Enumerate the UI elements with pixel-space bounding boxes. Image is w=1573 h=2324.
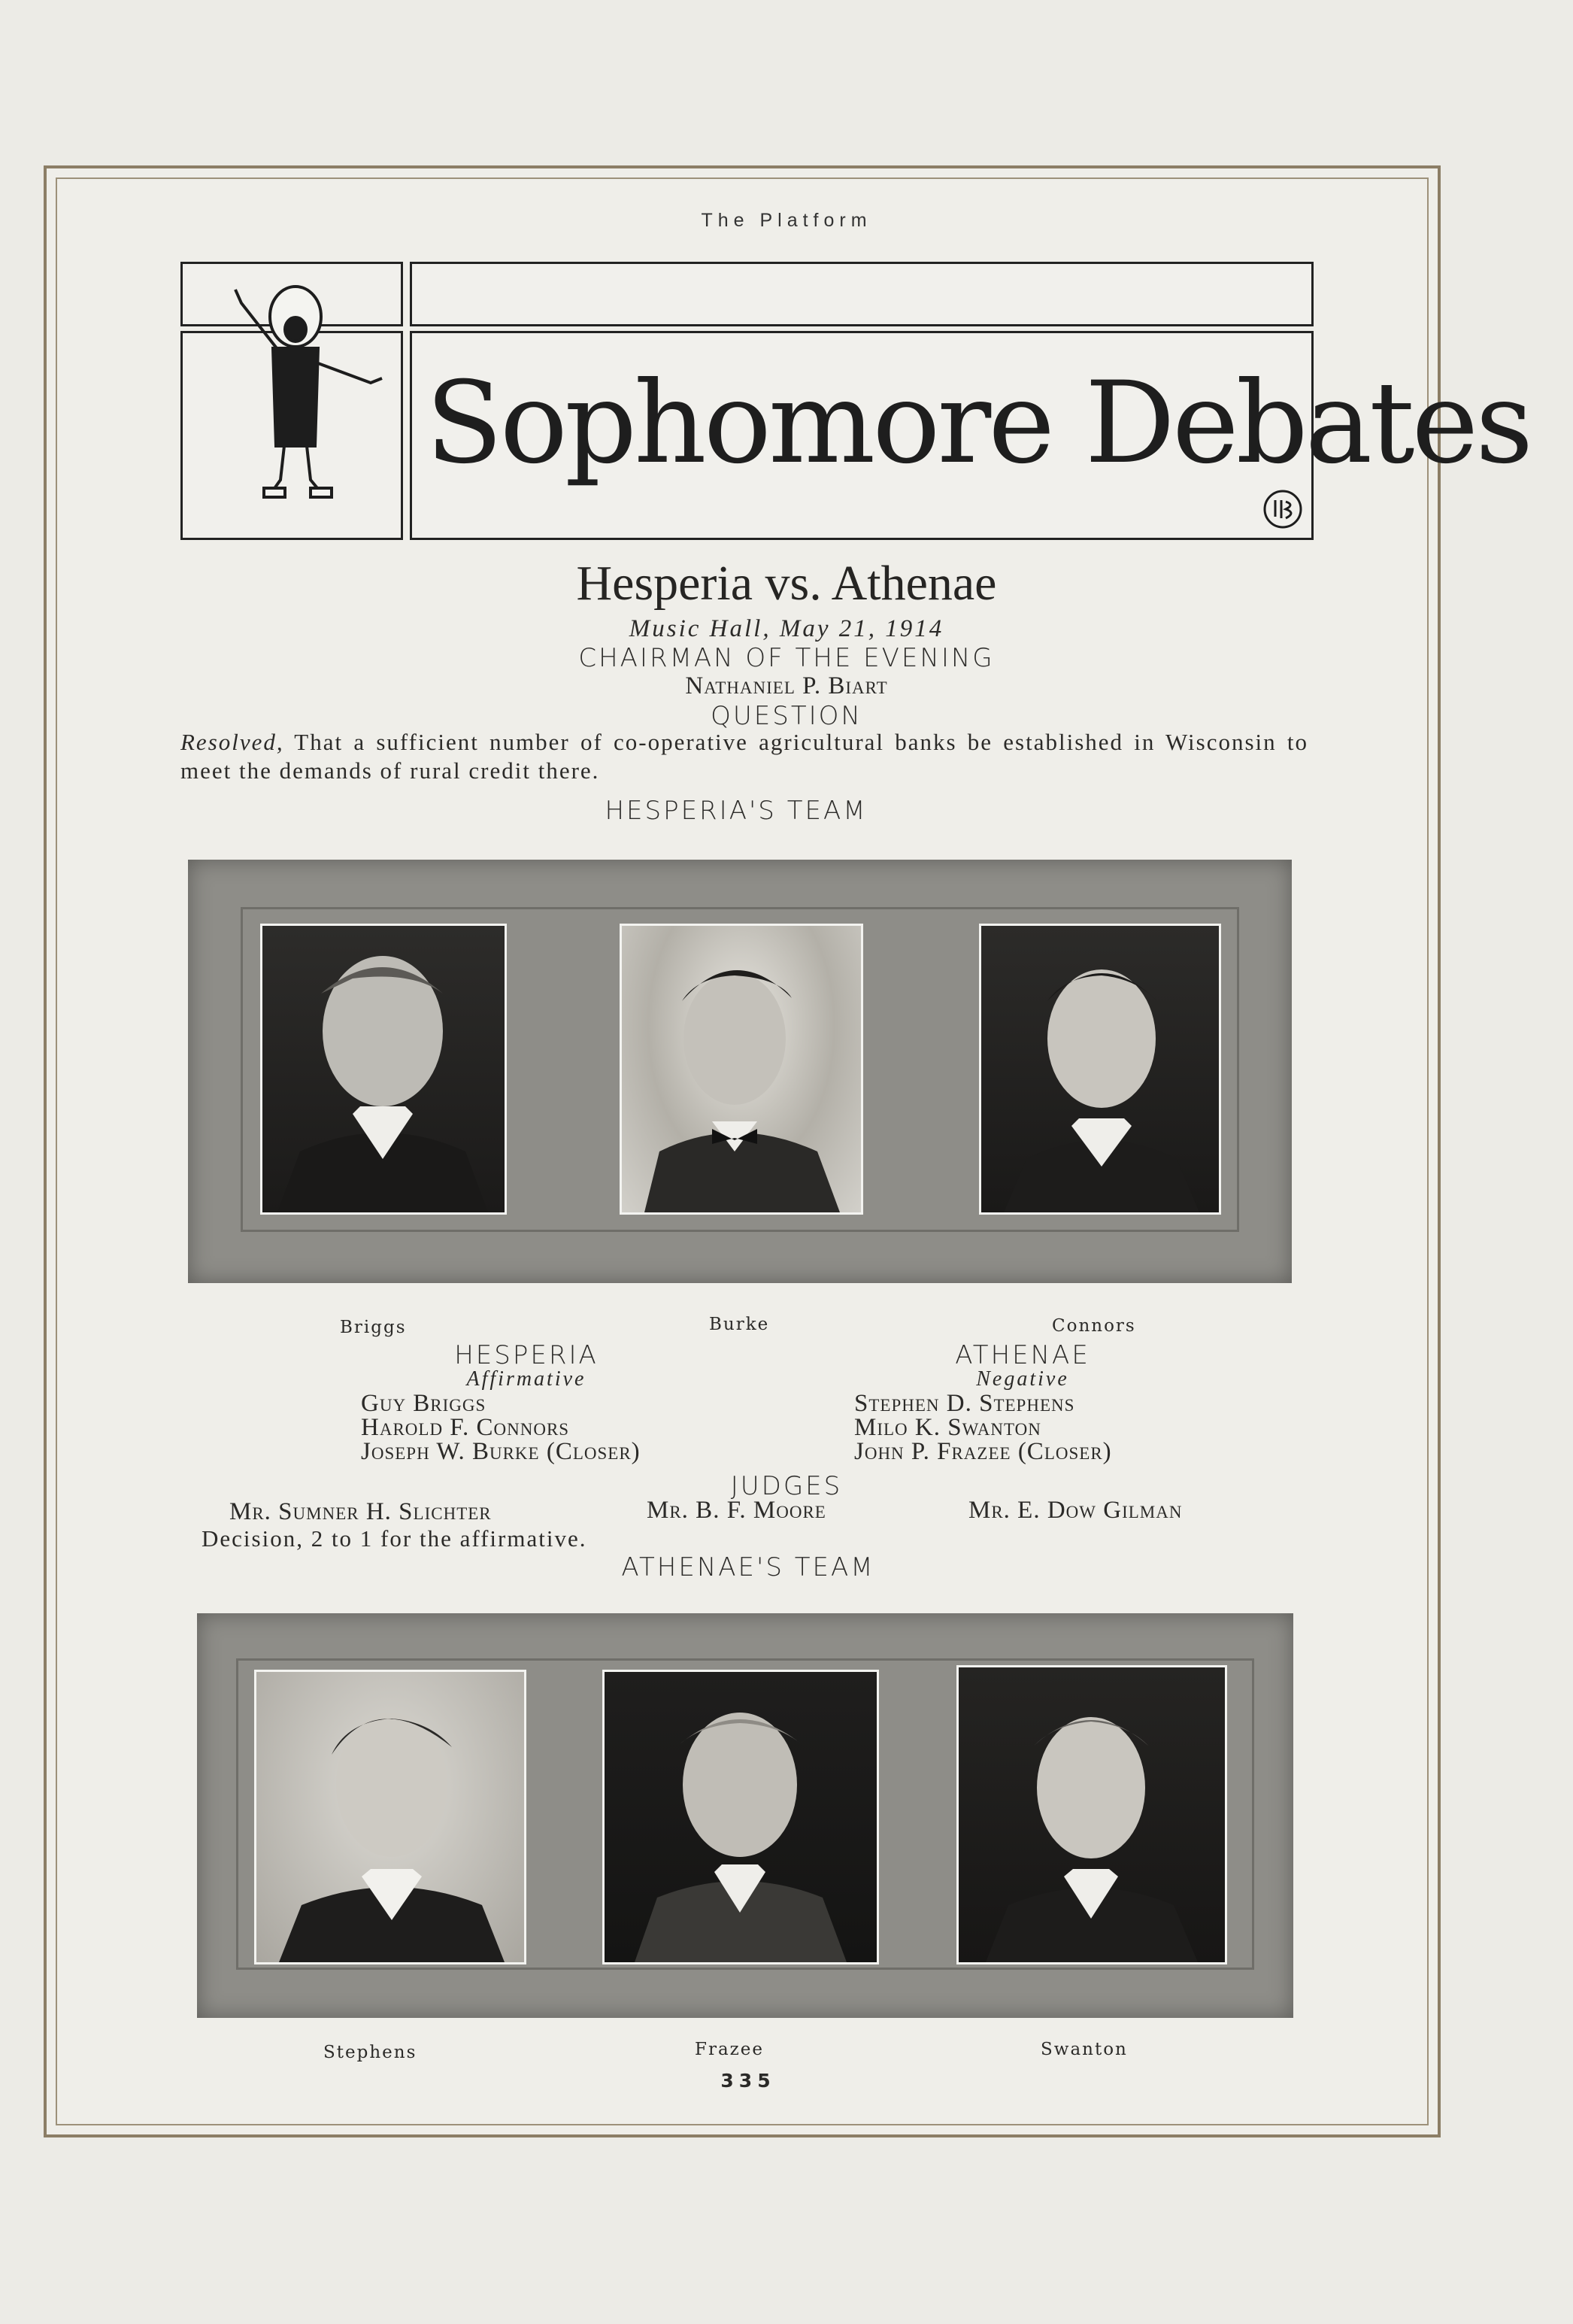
caption-briggs: Briggs bbox=[340, 1318, 407, 1337]
athenae-members bbox=[854, 1391, 1112, 1464]
question-lead: Resolved, bbox=[180, 729, 284, 755]
decision: Decision, 2 to 1 for the affirmative. bbox=[202, 1525, 587, 1552]
banner-title: Sophomore Debates bbox=[426, 358, 1531, 489]
hesperia-name: HESPERIA bbox=[454, 1340, 599, 1370]
portrait-burke bbox=[622, 926, 861, 1212]
judge-name: Mr. B. F. Moore bbox=[647, 1497, 826, 1524]
hesperia-member: Harold F. Connors bbox=[361, 1414, 570, 1441]
hesperia-team-heading: HESPERIA'S TEAM bbox=[605, 796, 868, 826]
hesperia-member: Joseph W. Burke (Closer) bbox=[361, 1438, 641, 1465]
portrait-frazee bbox=[605, 1672, 877, 1962]
banner-title-box bbox=[410, 331, 1531, 540]
caption-stephens: Stephens bbox=[323, 2043, 417, 2062]
photo-briggs bbox=[260, 924, 507, 1215]
portrait-stephens bbox=[256, 1672, 524, 1962]
page-number: 335 bbox=[720, 2070, 776, 2092]
banner-figure-box bbox=[180, 331, 403, 540]
event-title: Hesperia vs. Athenae bbox=[576, 556, 997, 611]
judge-name: Mr. E. Dow Gilman bbox=[968, 1497, 1183, 1524]
portrait-connors bbox=[981, 926, 1219, 1212]
portrait-swanton bbox=[959, 1667, 1225, 1962]
athenae-team-heading: ATHENAE'S TEAM bbox=[621, 1552, 875, 1582]
photo-stephens bbox=[254, 1670, 526, 1964]
caption-burke: Burke bbox=[709, 1315, 770, 1334]
hesperia-member: Guy Briggs bbox=[361, 1390, 486, 1417]
running-head: The Platform bbox=[701, 210, 872, 231]
judges-heading: JUDGES bbox=[730, 1471, 843, 1501]
hesperia-members bbox=[361, 1391, 641, 1464]
athenae-member: John P. Frazee (Closer) bbox=[854, 1438, 1112, 1465]
athenae-side: Negative bbox=[976, 1367, 1069, 1391]
photo-connors bbox=[979, 924, 1221, 1215]
photo-swanton bbox=[956, 1665, 1227, 1964]
athenae-name: ATHENAE bbox=[955, 1340, 1090, 1370]
caption-swanton: Swanton bbox=[1041, 2040, 1128, 2059]
photo-frazee bbox=[602, 1670, 879, 1964]
photo-burke bbox=[620, 924, 863, 1215]
athenae-member: Milo K. Swanton bbox=[854, 1414, 1041, 1441]
portrait-briggs bbox=[262, 926, 505, 1212]
question-text bbox=[180, 728, 1308, 785]
chairman-heading: CHAIRMAN OF THE EVENING bbox=[578, 643, 995, 673]
chairman-name: Nathaniel P. Biart bbox=[685, 672, 888, 699]
judge-name: Mr. Sumner H. Slichter bbox=[229, 1498, 492, 1525]
caption-connors: Connors bbox=[1052, 1316, 1136, 1336]
athenae-member: Stephen D. Stephens bbox=[854, 1390, 1075, 1417]
banner-title-top-box bbox=[410, 262, 1314, 326]
event-venue-date: Music Hall, May 21, 1914 bbox=[629, 615, 944, 642]
question-heading: QUESTION bbox=[711, 701, 862, 731]
hesperia-side: Affirmative bbox=[466, 1367, 586, 1391]
orator-caricature-icon bbox=[183, 333, 401, 538]
caption-frazee: Frazee bbox=[695, 2040, 765, 2059]
artist-monogram-icon bbox=[1262, 488, 1304, 530]
question-body: That a sufficient number of co-operative agricultural banks be established in Wisconsin to meet the demands of rural credit there. bbox=[180, 729, 1308, 784]
